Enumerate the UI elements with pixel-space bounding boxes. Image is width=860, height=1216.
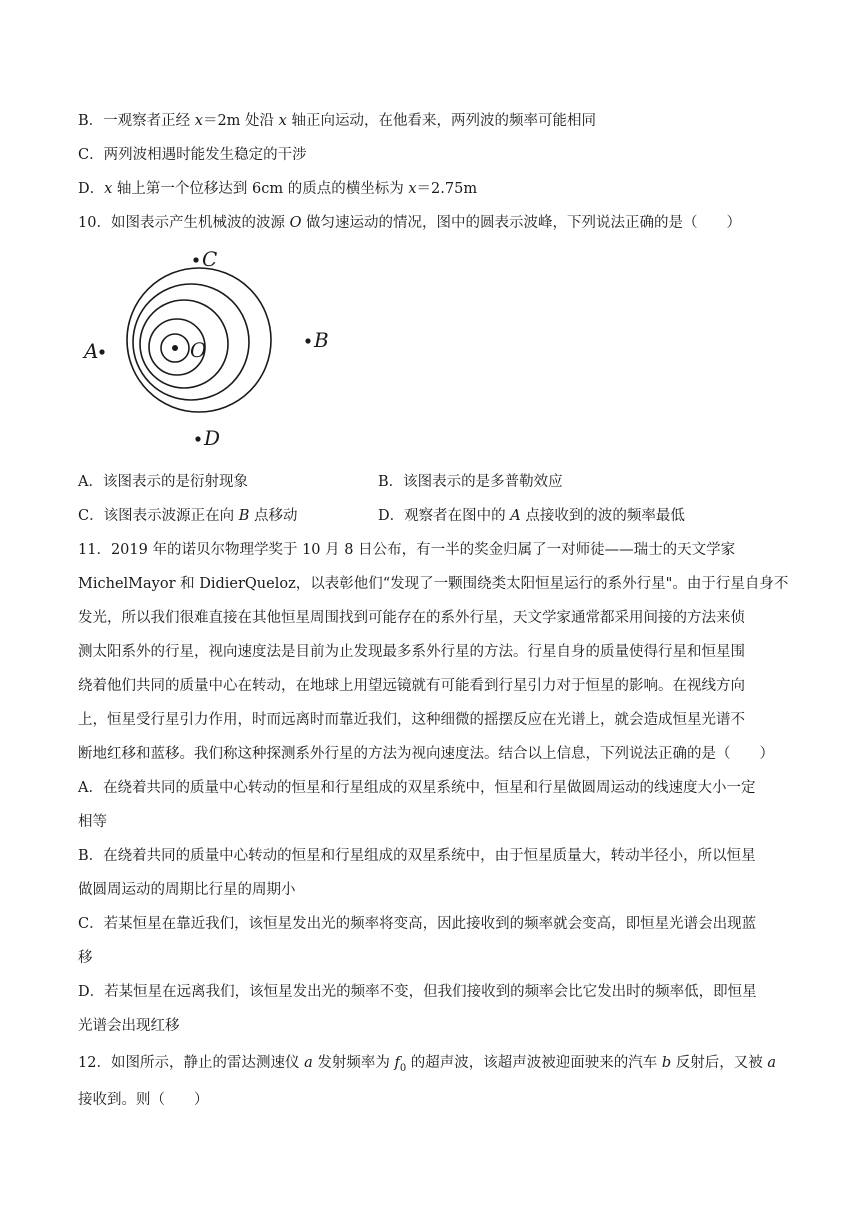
q9-option-c: C．两列波相遇时能发生稳定的干涉 xyxy=(78,147,307,163)
q10-option-a: A．该图表示的是衍射现象 xyxy=(78,474,248,490)
q11-stem-line-6: 上，恒星受行星引力作用，时而远离时而靠近我们，这种细微的摇摆反应在光谱上，就会造成恒星光谱不 xyxy=(78,712,745,728)
q11-stem-line-7: 断地红移和蓝移。我们称这种探测系外行星的方法为视向速度法。结合以上信息，下列说法正确的是（ ） xyxy=(78,746,774,762)
q11-stem-line-1: 11．2019 年的诺贝尔物理学奖于 10 月 8 日公布，有一半的奖金归属了一对师徒——瑞士的天文学家 xyxy=(78,542,736,558)
label-b: B xyxy=(314,328,329,352)
label-d: D xyxy=(204,426,221,450)
q11-option-c-line-2: 移 xyxy=(78,950,93,966)
q11-option-a-line-1: A．在绕着共同的质量中心转动的恒星和行星组成的双星系统中，恒星和行星做圆周运动的线速度大小一定 xyxy=(78,780,756,796)
source-o-dot xyxy=(172,345,178,351)
q11-option-d-line-2: 光谱会出现红移 xyxy=(78,1018,180,1034)
point-d-dot xyxy=(195,436,200,441)
q11-option-b-line-2: 做圆周运动的周期比行星的周期小 xyxy=(78,882,296,898)
label-a: A xyxy=(84,339,99,363)
point-c-dot xyxy=(193,257,198,262)
doppler-wavefront-figure xyxy=(80,244,340,454)
q12-stem-line-1: 12．如图所示，静止的雷达测速仪 a 发射频率为 $f_0$ 的超声波，该超声波被迎面驶来的汽车 b 反射后，又被 a xyxy=(78,1055,777,1074)
q11-option-c-line-1: C．若某恒星在靠近我们，该恒星发出光的频率将变高，因此接收到的频率就会变高，即恒星光谱会出现蓝 xyxy=(78,916,757,932)
q11-stem-line-5: 绕着他们共同的质量中心在转动，在地球上用望远镜就有可能看到行星引力对于恒星的影响。在视线方向 xyxy=(78,678,745,694)
q12-stem-line-2: 接收到。则（ ） xyxy=(78,1092,209,1108)
q11-option-d-line-1: D．若某恒星在远离我们，该恒星发出光的频率不变，但我们接收到的频率会比它发出时的频率低，即恒星 xyxy=(78,984,757,1000)
point-a-dot xyxy=(99,349,104,354)
q11-stem-line-4: 测太阳系外的行星，视向速度法是目前为止发现最多系外行星的方法。行星自身的质量使得行星和恒星围 xyxy=(78,644,745,660)
label-c: C xyxy=(202,247,218,271)
q11-stem-line-3: 发光，所以我们很难直接在其他恒星周围找到可能存在的系外行星，天文学家通常都采用间接的方法来侦 xyxy=(78,610,745,626)
q11-stem-line-2: MichelMayor 和 DidierQueloz，以表彰他们“发现了一颗围绕类太阳恒星运行的系外行星"。由于行星自身不 xyxy=(78,576,789,592)
point-b-dot xyxy=(305,338,310,343)
q10-option-d: D．观察者在图中的 A 点接收到的波的频率最低 xyxy=(378,508,685,524)
q10-option-c: C．该图表示波源正在向 B 点移动 xyxy=(78,508,298,524)
q10-option-b: B．该图表示的是多普勒效应 xyxy=(378,474,563,490)
q9-option-b: B．一观察者正经 x＝2m 处沿 x 轴正向运动，在他看来，两列波的频率可能相同 xyxy=(78,113,596,129)
q9-option-d: D．x 轴上第一个位移达到 6cm 的质点的横坐标为 x＝2.75m xyxy=(78,181,478,197)
q10-stem: 10．如图表示产生机械波的波源 O 做匀速运动的情况，图中的圆表示波峰，下列说法正确的是（ ） xyxy=(78,215,742,231)
q11-option-b-line-1: B．在绕着共同的质量中心转动的恒星和行星组成的双星系统中，由于恒星质量大，转动半径小，所以恒星 xyxy=(78,848,756,864)
label-o: O xyxy=(190,338,207,362)
q11-option-a-line-2: 相等 xyxy=(78,814,107,830)
